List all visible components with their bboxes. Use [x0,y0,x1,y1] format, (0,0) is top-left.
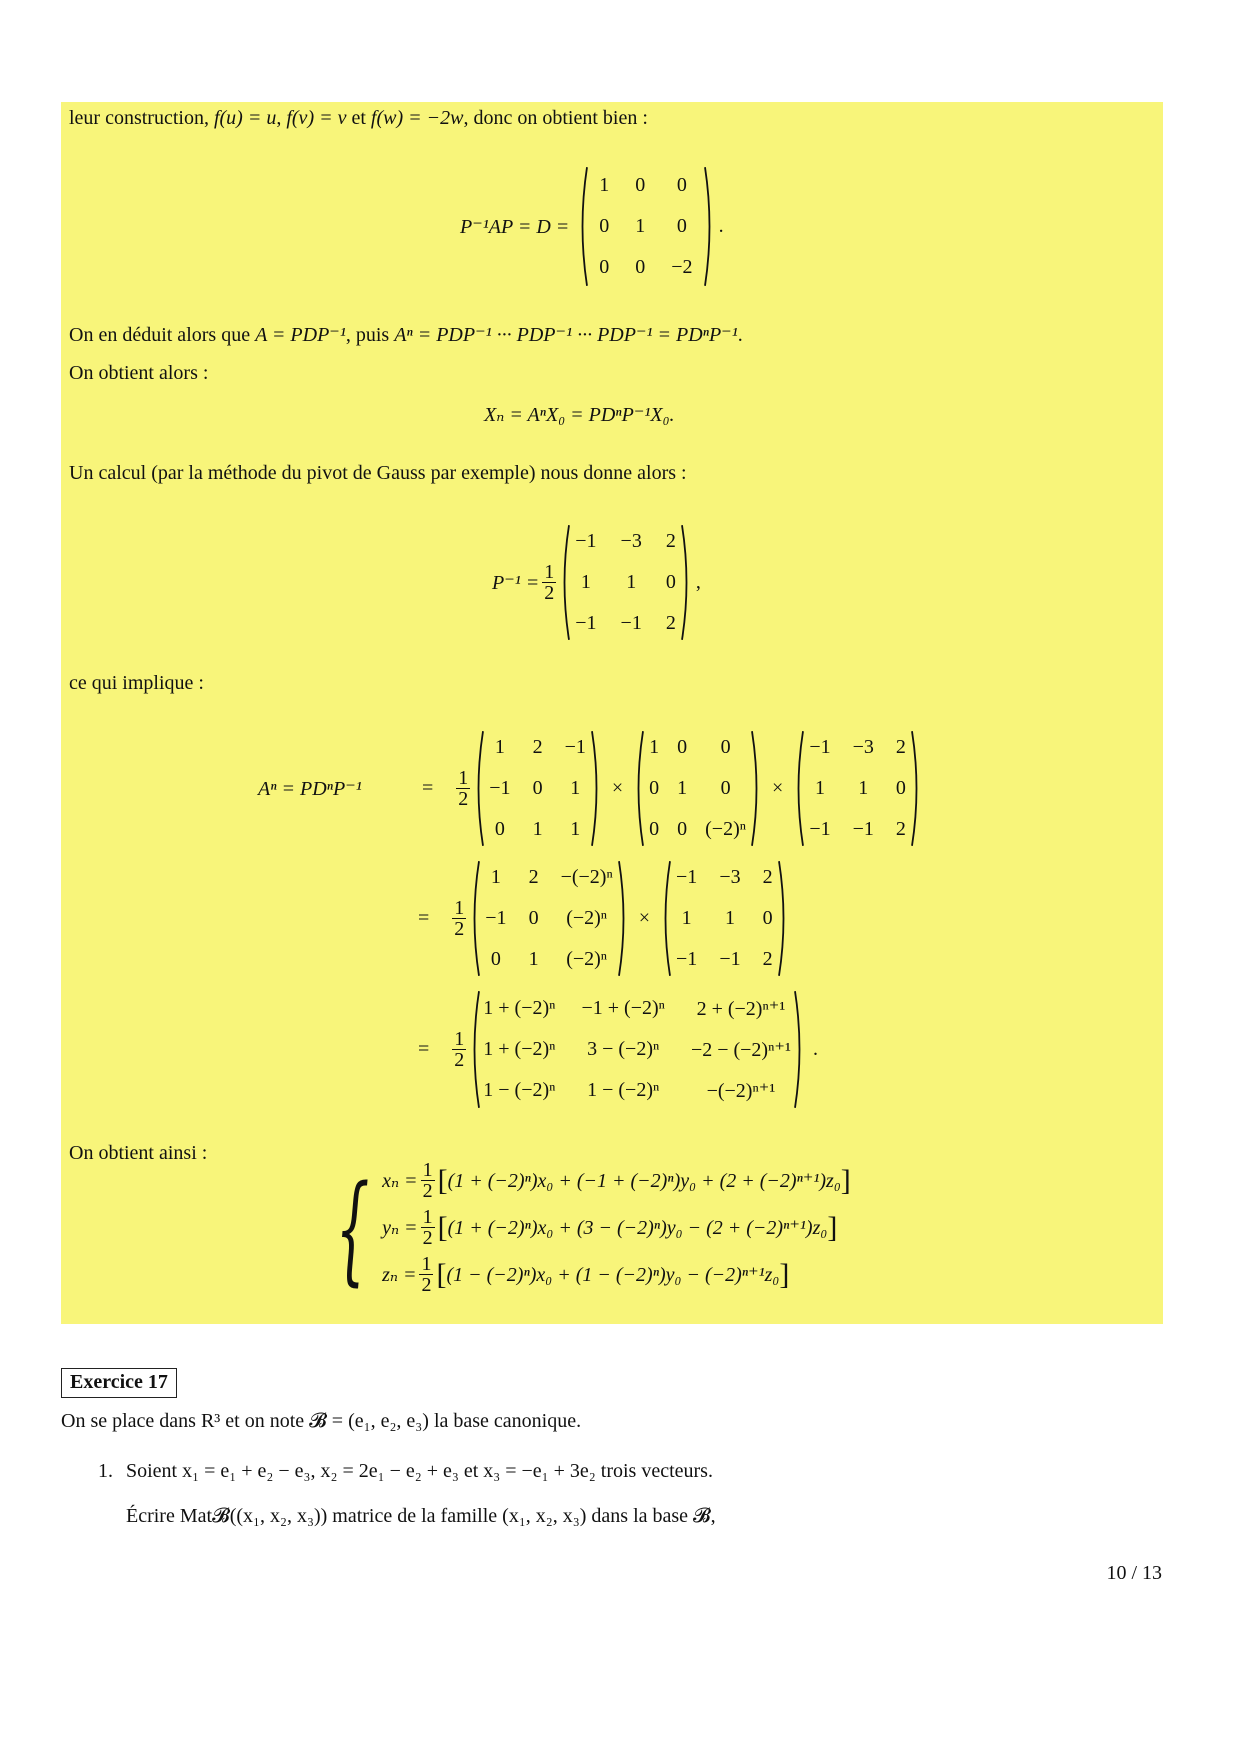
cell: −1 [676,866,698,888]
left-paren-icon [577,166,589,287]
times-sign: × [772,777,784,799]
sep: , [276,107,287,129]
denominator: 2 [422,1227,433,1249]
cell: 1 + (−2)ⁿ [483,997,556,1019]
item-number: 1. [98,1460,113,1482]
cell: −1 [809,736,831,758]
cell: 1 [724,907,735,929]
cell: (−2)ⁿ [566,948,608,970]
numerator: 1 [458,767,469,789]
system-row-y [382,1207,851,1248]
left-bracket-icon: [ [437,1210,448,1244]
matrix-pinv [559,524,692,641]
right-paren-icon [777,860,789,977]
cell: 1 [528,948,539,970]
denominator: 2 [421,1274,432,1296]
denominator: 2 [454,1049,465,1071]
cell: 1 − (−2)ⁿ [483,1079,556,1101]
item-line-1: Soient x₁ = e₁ + e₂ − e₃, x₂ = 2e₁ − e₂ + e₃ et x₃ = −e₁ + 3e₂ trois vecteurs. [126,1460,713,1482]
cell: 3 − (−2)ⁿ [587,1038,660,1060]
equals-sign: = [418,1038,430,1060]
deduction-line [69,322,743,347]
left-paren-icon [559,524,571,641]
right-paren-icon [590,730,602,847]
eq-fv: f(v) = v [286,107,347,129]
diag-equation [460,166,724,287]
implies-line: ce qui implique : [69,672,204,694]
denominator: 2 [544,582,555,604]
period: . [737,324,743,346]
cell: −1 [575,530,597,552]
eq-fw: f(w) = −2w [370,107,464,129]
cell: 1 [626,571,637,593]
denominator: 2 [422,1180,433,1202]
intro-prefix: leur construction, [69,107,214,129]
cell: 1 [681,907,692,929]
eq-fu: f(u) = u [213,107,277,129]
left-paren-icon [660,860,672,977]
cell: 1 [649,736,660,758]
fraction-half [419,1254,433,1295]
cell: −(−2)ⁿ⁺¹ [706,1080,776,1102]
cell: 0 [649,818,660,840]
times-sign: × [638,907,651,929]
matrix-pinv [793,730,922,847]
cell: 2 [895,736,906,758]
obtain-line: On obtient alors : [69,362,209,384]
cell: 0 [635,174,646,196]
fraction-half [421,1160,435,1201]
cell: (−2)ⁿ [566,907,608,929]
deduction-mid: , puis [345,324,395,346]
matrix-an-result [469,990,805,1109]
cell: 2 [895,818,906,840]
cell: 0 [599,256,610,278]
comma: , [695,571,701,593]
left-paren-icon [469,860,481,977]
cell: 0 [649,777,660,799]
equals-sign: = [418,907,430,929]
system-lhs: yₙ = [382,1217,418,1239]
intro-line [69,107,648,130]
cell: 2 [665,530,676,552]
cell: −3 [852,736,874,758]
cell: 0 [494,818,505,840]
right-paren-icon [910,730,922,847]
cell: 2 [528,866,539,888]
cell: 2 [762,948,773,970]
fraction-half [452,1029,466,1070]
matrix-dn [633,730,762,847]
system-row-z [382,1254,851,1295]
cell: 0 [720,736,731,758]
cell: 1 [814,777,825,799]
cell: 2 [762,866,773,888]
thus-line: On obtient ainsi : [69,1142,208,1164]
cell: 0 [599,215,610,237]
system-body: (1 − (−2)ⁿ)x₀ + (1 − (−2)ⁿ)y₀ − (−2)ⁿ⁺¹z₀ [446,1264,780,1286]
fraction-half [421,1207,435,1248]
cell: −3 [719,866,741,888]
cell: 0 [720,777,731,799]
deduction-prefix: On en déduit alors que [69,324,256,346]
item-line-2: Écrire Mat𝓑((x₁, x₂, x₃)) matrice de la famille (x₁, x₂, x₃) dans la base 𝓑, [126,1505,716,1527]
exercise-item-1 [98,1460,713,1483]
cell: −1 [575,612,597,634]
left-bracket-icon: [ [437,1163,448,1197]
cell: −1 + (−2)ⁿ [581,997,665,1019]
system-row-x [382,1160,851,1201]
left-paren-icon [469,990,481,1109]
numerator: 1 [422,1159,433,1181]
pinv-lhs: P⁻¹ = [492,572,540,594]
fraction-half [452,898,466,939]
page-number: 10 / 13 [1106,1562,1162,1584]
right-paren-icon [680,524,692,641]
cell: 1 [858,777,869,799]
cell: −1 [809,818,831,840]
eq-a: A = PDP⁻¹ [255,324,346,346]
cell: −1 [676,948,698,970]
cell: 0 [676,174,687,196]
pinv-equation [492,524,701,641]
cell: −1 [620,612,642,634]
cell: 0 [762,907,773,929]
matrix-pinv [660,860,789,977]
cell: −3 [620,530,642,552]
cell: 1 [490,866,501,888]
cell: 1 [635,215,646,237]
cell: 0 [665,571,676,593]
equals-sign: = [422,777,434,799]
fraction-half [542,562,556,603]
right-paren-icon [703,166,715,287]
times-sign: × [611,777,624,799]
denominator: 2 [458,788,469,810]
cell: −1 [852,818,874,840]
system-lhs: xₙ = [382,1170,418,1192]
gauss-line: Un calcul (par la méthode du pivot de Gauss par exemple) nous donne alors : [69,462,687,484]
cell: 0 [677,736,688,758]
cell: 0 [635,256,646,278]
left-bracket-icon: [ [436,1257,447,1291]
cell: −1 [489,777,511,799]
numerator: 1 [454,897,465,919]
cell: 1 [677,777,688,799]
right-paren-icon [793,990,805,1109]
power-step-2 [418,860,789,977]
cell: 1 [570,777,581,799]
right-paren-icon [617,860,629,977]
period: . [718,215,724,237]
right-bracket-icon: ] [779,1257,790,1291]
system-body: (1 + (−2)ⁿ)x₀ + (−1 + (−2)ⁿ)y₀ + (2 + (−2)ⁿ⁺¹)z₀ [447,1170,841,1192]
exercise-title: Exercice 17 [61,1368,177,1398]
cell: −1 [564,736,586,758]
left-brace-icon: { [335,1158,370,1297]
an-lhs: Aⁿ = PDⁿP⁻¹ [258,778,362,800]
exercise-intro: On se place dans R³ et on note 𝓑 = (e₁, e₂, e₃) la base canonique. [61,1410,582,1432]
denominator: 2 [454,918,465,940]
cell: 1 [532,818,543,840]
right-paren-icon [750,730,762,847]
cell: (−2)ⁿ [705,818,747,840]
matrix-p [473,730,602,847]
left-paren-icon [793,730,805,847]
cell: −1 [719,948,741,970]
power-step-3 [418,990,818,1109]
system-body: (1 + (−2)ⁿ)x₀ + (3 − (−2)ⁿ)y₀ − (2 + (−2)ⁿ⁺¹)z₀ [447,1217,828,1239]
numerator: 1 [454,1028,465,1050]
intro-suffix: , donc on obtient bien : [463,107,648,129]
cell: −1 [485,907,507,929]
eq-an: Aⁿ = PDP⁻¹ ··· PDP⁻¹ ··· PDP⁻¹ = PDⁿP⁻¹ [394,324,738,346]
power-step-1 [258,730,922,847]
right-bracket-icon: ] [840,1163,851,1197]
left-paren-icon [633,730,645,847]
cell: 2 + (−2)ⁿ⁺¹ [696,998,786,1020]
cell: 1 − (−2)ⁿ [587,1079,660,1101]
cell: −2 [671,256,693,278]
matrix-d [577,166,714,287]
cell: 0 [532,777,543,799]
cell: 1 [494,736,505,758]
cell: 1 [570,818,581,840]
numerator: 1 [544,561,555,583]
numerator: 1 [422,1206,433,1228]
cell: 1 [599,174,610,196]
recurrence-system [315,1160,851,1295]
diag-lhs: P⁻¹AP = D = [460,216,570,238]
cell: 0 [676,215,687,237]
cell: 1 [580,571,591,593]
cell: −(−2)ⁿ [560,866,613,888]
period: . [812,1038,818,1060]
matrix-pdn [469,860,628,977]
cell: 0 [677,818,688,840]
system-lhs: zₙ = [382,1264,417,1286]
cell: 0 [490,948,501,970]
xn-equation: Xₙ = AⁿX₀ = PDⁿP⁻¹X₀. [484,404,675,426]
cell: 1 + (−2)ⁿ [483,1038,556,1060]
sep: et [346,107,371,129]
cell: 0 [528,907,539,929]
numerator: 1 [421,1253,432,1275]
fraction-half [456,768,470,809]
cell: 2 [665,612,676,634]
cell: −2 − (−2)ⁿ⁺¹ [690,1039,791,1061]
cell: 0 [895,777,906,799]
left-paren-icon [473,730,485,847]
right-bracket-icon: ] [827,1210,838,1244]
cell: 2 [532,736,543,758]
